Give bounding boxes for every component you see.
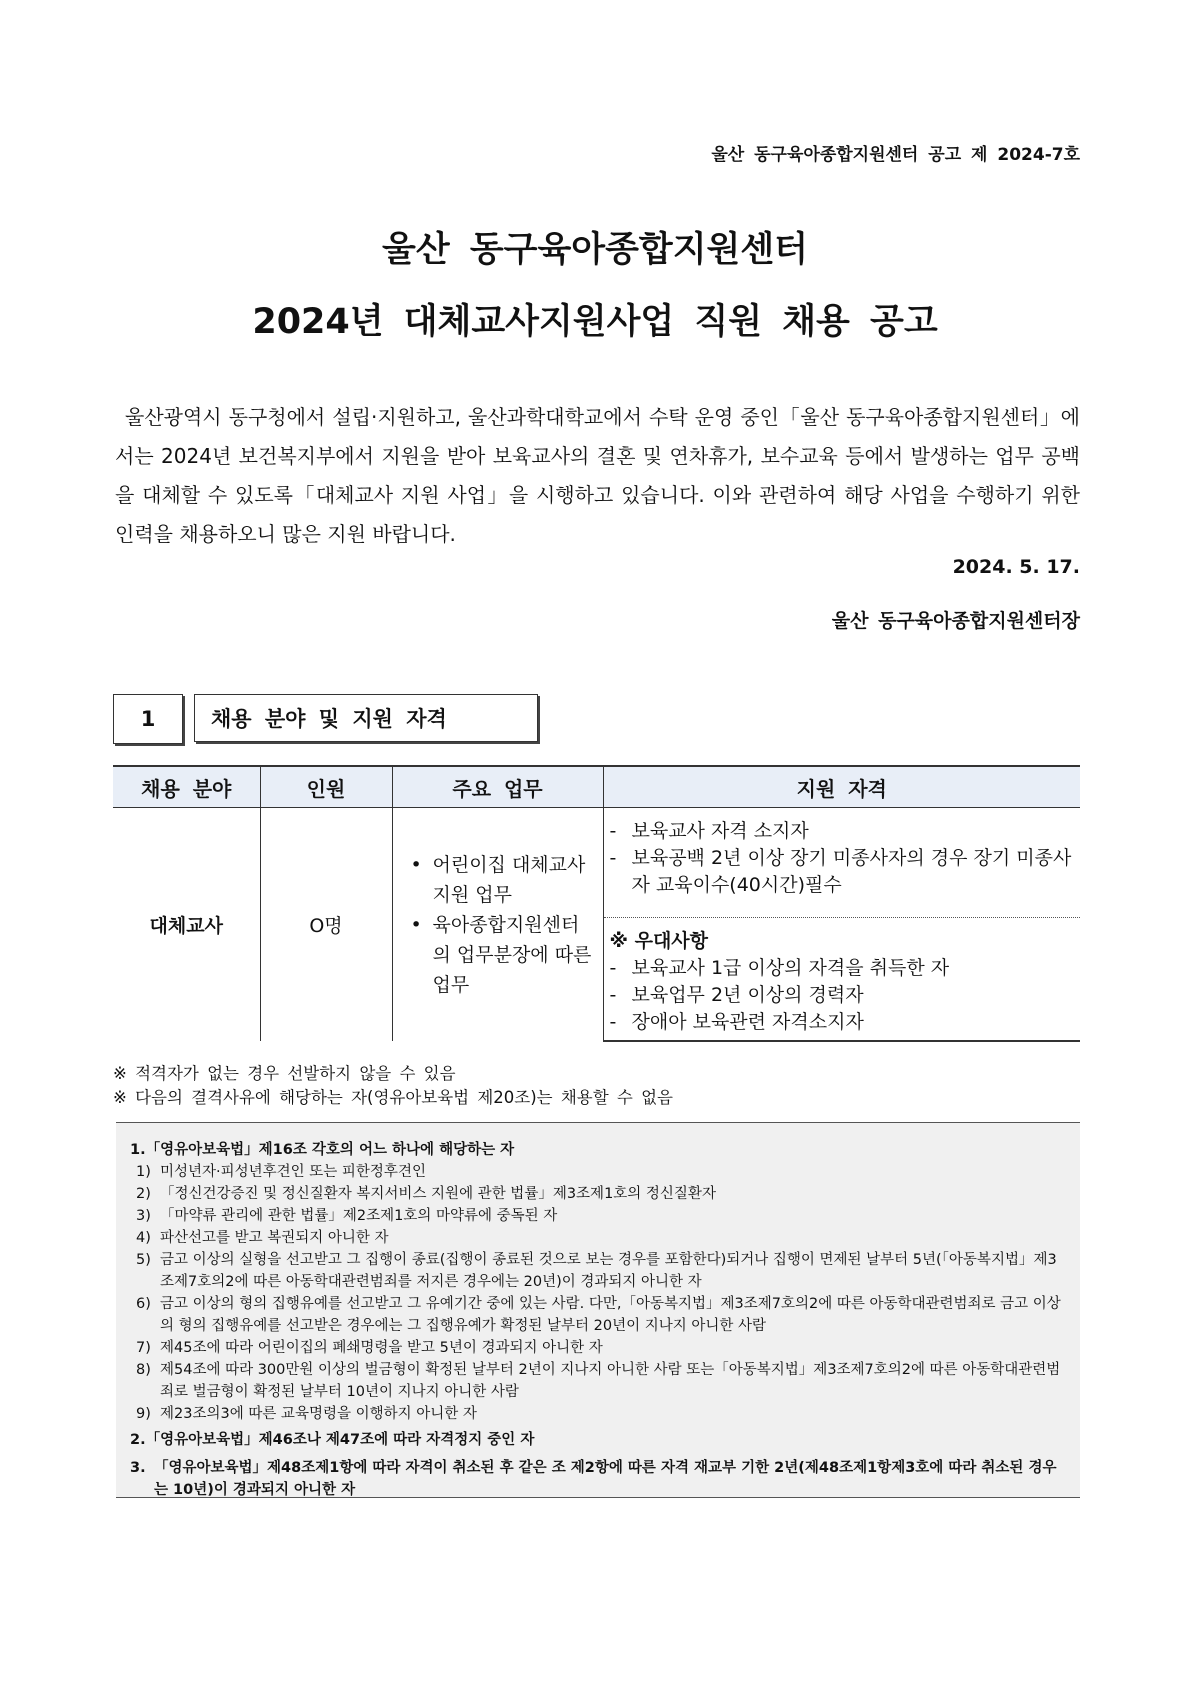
notice-number: 울산 동구육아종합지원센터 공고 제 2024-7호 bbox=[711, 145, 1080, 165]
note-line: ※ 다음의 결격사유에 해당하는 자(영유아보육법 제20조)는 채용할 수 없음 bbox=[113, 1088, 673, 1107]
duty-item bbox=[411, 910, 597, 1000]
table-row bbox=[113, 808, 1080, 918]
section-title: 채용 분야 및 지원 자격 bbox=[194, 694, 538, 742]
document-title-line1: 울산 동구육아종합지원센터 bbox=[382, 230, 808, 270]
header-qualifications: 지원 자격 bbox=[603, 766, 1080, 808]
notes bbox=[113, 1062, 673, 1110]
list-item: 5) 금고 이상의 실형을 선고받고 그 집행이 종료(집행이 종료된 것으로 보는 경우를 포함한다)되거나 집행이 면제된 날부터 5년(「아동복지법」제3조제7호의2에 따른 아동학대관련범죄를 저지른 경우에는 20년)이 경과되지 아니한 자 bbox=[136, 1252, 1057, 1290]
list-item: 4) 파산선고를 받고 복권되지 아니한 자 bbox=[136, 1230, 389, 1246]
list-item: 8) 제54조에 따라 300만원 이상의 벌금형이 확정된 날부터 2년이 지나지 아니한 사람 또는「아동복지법」제3조제7호의2에 따른 아동학대관련범죄로 벌금형이 확정된 날부터 10년이 지나지 아니한 사람 bbox=[136, 1362, 1061, 1400]
cell-count: O명 bbox=[260, 808, 392, 1042]
preference-item: - 보육업무 2년 이상의 경력자 bbox=[609, 984, 864, 1006]
qualification-item: - 보육교사 자격 소지자 bbox=[609, 820, 809, 842]
list-item: 9) 제23조의3에 따른 교육명령을 이행하지 아니한 자 bbox=[136, 1406, 477, 1422]
preference-item: - 보육교사 1급 이상의 자격을 취득한 자 bbox=[609, 957, 950, 979]
duty-text: 육아종합지원센터의 업무분장에 따른 업무 bbox=[432, 913, 592, 996]
section-number: 1 bbox=[113, 694, 183, 744]
list-item: 3) 「마약류 관리에 관한 법률」제2조제1호의 마약류에 중독된 자 bbox=[136, 1208, 558, 1224]
cell-field: 대체교사 bbox=[113, 808, 260, 1042]
disqualification-group-1-head: 1.「영유아보육법」제16조 각호의 어느 하나에 해당하는 자 bbox=[130, 1142, 515, 1158]
duty-text: 어린이집 대체교사 지원 업무 bbox=[432, 853, 586, 906]
bullet-icon: • bbox=[410, 913, 422, 936]
cell-duties bbox=[392, 808, 603, 1042]
list-item: 6) 금고 이상의 형의 집행유예를 선고받고 그 유예기간 중에 있는 사람. 다만,「아동복지법」제3조제7호의2에 따른 아동학대관련범죄로 금고 이상의 형의 집행유예를 선고받은 경우에는 그 집행유예가 확정된 날부터 20년이 지나지 아니한 사람 bbox=[136, 1296, 1061, 1334]
note-line: ※ 적격자가 없는 경우 선발하지 않을 수 있음 bbox=[113, 1064, 456, 1083]
cell-preferences bbox=[603, 918, 1080, 1042]
qualification-item: - 보육공백 2년 이상 장기 미종사자의 경우 장기 미종사자 교육이수(40시간)필수 bbox=[609, 847, 1072, 896]
duty-item bbox=[411, 850, 597, 910]
disqualification-box bbox=[116, 1122, 1080, 1498]
disqualification-group-2-head: 2.「영유아보육법」제46조나 제47조에 따라 자격정지 중인 자 bbox=[130, 1432, 535, 1448]
preference-item: - 장애아 보육관련 자격소지자 bbox=[609, 1011, 864, 1033]
bullet-icon: • bbox=[410, 853, 422, 876]
list-item: 1) 미성년자·피성년후견인 또는 피한정후견인 bbox=[136, 1164, 426, 1180]
header-duties: 주요 업무 bbox=[392, 766, 603, 808]
notice-sender: 울산 동구육아종합지원센터장 bbox=[831, 610, 1080, 632]
table-header-row bbox=[113, 766, 1080, 808]
header-field: 채용 분야 bbox=[113, 766, 260, 808]
disqualification-group-3: 3. 「영유아보육법」제48조제1항에 따라 자격이 취소된 후 같은 조 제2항에 따른 자격 재교부 기한 2년(제48조제1항제3호에 따라 취소된 경우는 10년)이 경과되지 아니한 자 bbox=[130, 1460, 1057, 1498]
intro-paragraph bbox=[115, 398, 1080, 554]
list-item: 2) 「정신건강증진 및 정신질환자 복지서비스 지원에 관한 법률」제3조제1호의 정신질환자 bbox=[136, 1186, 716, 1202]
recruitment-table bbox=[113, 765, 1080, 1042]
list-item: 7) 제45조에 따라 어린이집의 폐쇄명령을 받고 5년이 경과되지 아니한 자 bbox=[136, 1340, 603, 1356]
preference-title: ※ 우대사항 bbox=[609, 930, 709, 952]
document-title-line2: 2024년 대체교사지원사업 직원 채용 공고 bbox=[252, 302, 938, 342]
header-count: 인원 bbox=[260, 766, 392, 808]
cell-qualifications bbox=[603, 808, 1080, 918]
notice-date: 2024. 5. 17. bbox=[952, 556, 1080, 578]
intro-text: 울산광역시 동구청에서 설립·지원하고, 울산과학대학교에서 수탁 운영 중인「울산 동구육아종합지원센터」에서는 2024년 보건복지부에서 지원을 받아 보육교사의 결혼 및 연차휴가, 보수교육 등에서 발생하는 업무 공백을 대체할 수 있도록「대체교사 지원 사업」을 시행하고 있습니다. 이와 관련하여 해당 사업을 수행하기 위한 인력을 채용하오니 많은 지원 바랍니다. bbox=[115, 405, 1080, 546]
